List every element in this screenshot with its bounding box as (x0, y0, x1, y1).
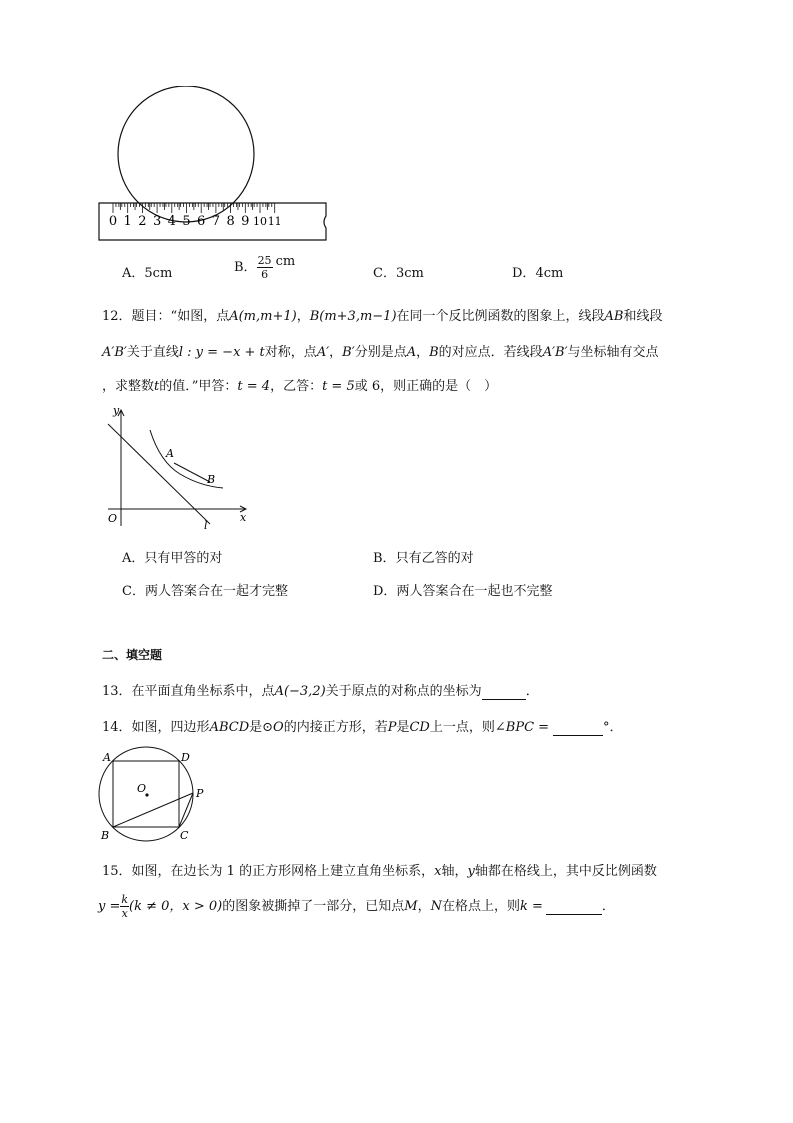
q12-label-y: y (113, 404, 120, 417)
q11-ruler-ticks (109, 203, 282, 229)
q15-line2: y = $\frac{k}{x}$ (k ≠ 0，x > 0)的图象被撕掉了一部分，已知点M，N在格点上，则k = ． (98, 893, 615, 920)
q11-ruler-circle-figure (94, 86, 344, 246)
q12-label-b: B (207, 473, 216, 486)
q12-option-c[interactable]: C．两人答案合在一起才完整 (122, 584, 288, 599)
q11-option-b-fraction: $\frac{25}{6}$ (257, 254, 272, 281)
q15-answer-blank[interactable] (546, 899, 602, 915)
q12-line3: ，求整数t的值．”甲答：t = 4，乙答：t = 5或 6，则正确的是（ ） (102, 379, 498, 394)
ruler-tick-label: 1 (123, 214, 132, 229)
q12-graph (100, 402, 260, 532)
q12-option-b[interactable]: B．只有乙答的对 (373, 551, 474, 566)
q12-option-d[interactable]: D．两人答案合在一起也不完整 (373, 584, 553, 599)
section-title: 二、填空题 (102, 648, 163, 662)
q12-line2: A′B′关于直线l : y = −x + t对称，点A′，B′分别是点A，B的对应点．若线段A′B′与坐标轴有交点 (102, 345, 659, 360)
q14-figure (92, 745, 216, 845)
q12-segment-ab (174, 463, 210, 482)
q14-answer-blank[interactable] (553, 720, 603, 736)
q11-option-a[interactable]: A．5cm (122, 266, 173, 281)
q12-option-a[interactable]: A．只有甲答的对 (122, 551, 223, 566)
q11-circle (118, 86, 254, 222)
ruler-tick-label: 0 (108, 214, 118, 229)
q12-label-l: l (204, 519, 208, 532)
q13-answer-blank[interactable] (482, 684, 526, 700)
q14-label-d: D (181, 751, 190, 764)
ruler-tick-label: 4 (167, 214, 176, 229)
ruler-tick-label: 10 (253, 215, 267, 228)
q12-line1: 12．题目：“如图，点A(m,m+1)，B(m+3,m−1)在同一个反比例函数的图象上，线段AB和线段 (102, 309, 663, 324)
q14-label-o: O (137, 782, 147, 795)
q14-label-c: C (180, 829, 189, 842)
q14-label-a: A (103, 751, 111, 764)
ruler-tick-label: 11 (267, 215, 282, 228)
q11-option-c[interactable]: C．3cm (373, 266, 424, 281)
q12-label-o: O (108, 512, 118, 525)
q15-line1: 15．如图，在边长为 1 的正方形网格上建立直角坐标系，x轴，y轴都在格线上，其中反比例函数 (102, 864, 657, 879)
q14-label-p: P (196, 787, 204, 800)
q12-label-a: A (166, 447, 174, 460)
q11-option-b[interactable]: B． $\frac{25}{6}$ cm (234, 254, 296, 281)
q15-fraction: $\frac{k}{x}$ (121, 893, 129, 920)
q14-label-b: B (101, 829, 110, 842)
ruler-tick-label: 7 (211, 214, 221, 229)
q12-label-x: x (240, 511, 247, 524)
ruler-tick-label: 3 (152, 214, 162, 229)
q14-text: 14．如图，四边形ABCD是⊙O的内接正方形，若P是CD上一点，则∠BPC = °． (102, 720, 623, 735)
ruler-tick-label: 8 (226, 214, 235, 229)
q11-option-d[interactable]: D．4cm (512, 266, 564, 281)
ruler-tick-label: 9 (241, 214, 250, 229)
ruler-tick-label: 6 (197, 214, 206, 229)
q13-text: 13．在平面直角坐标系中，点A(−3,2)关于原点的对称点的坐标为 ． (102, 684, 539, 699)
ruler-tick-label: 2 (138, 214, 147, 229)
ruler-tick-label: 5 (182, 214, 191, 229)
